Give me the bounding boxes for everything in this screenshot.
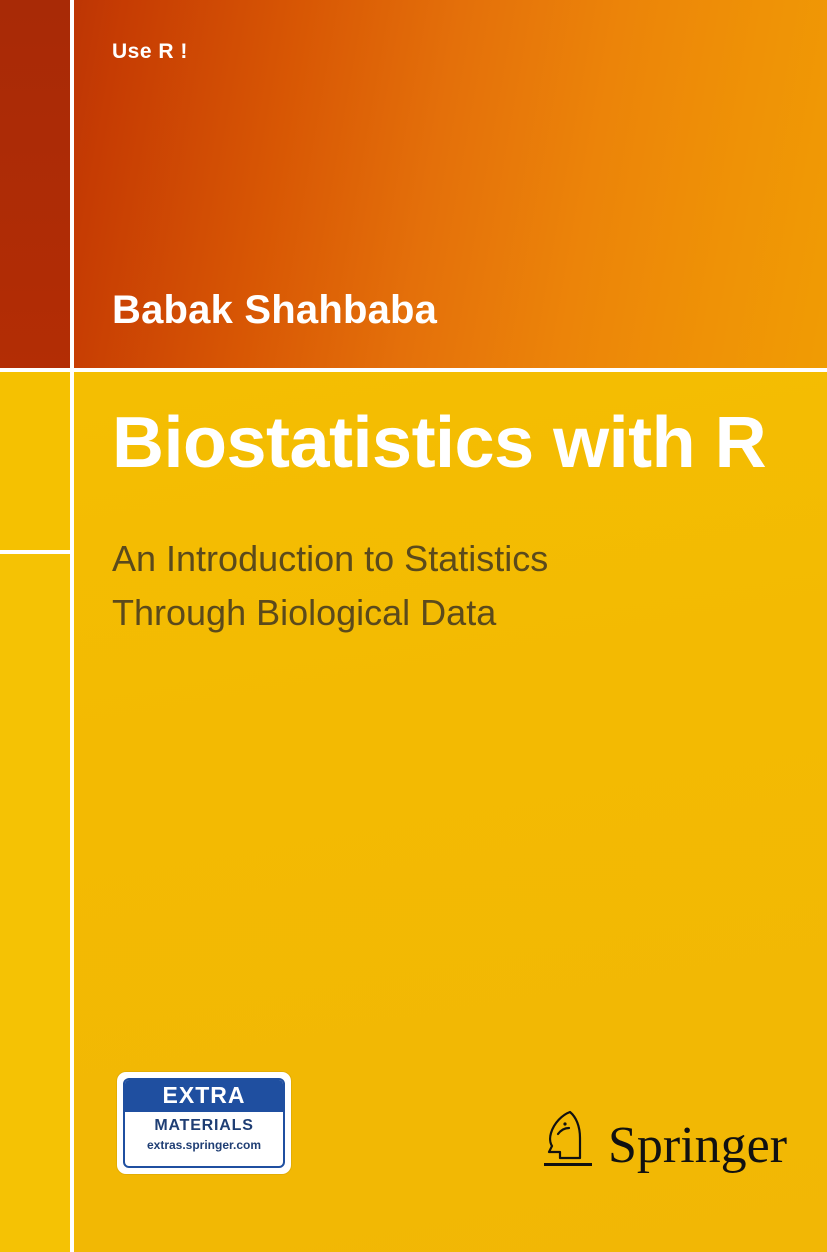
cover-horizontal-rule: [0, 368, 827, 372]
extra-materials-badge-inner: [123, 1078, 285, 1168]
book-subtitle-line-1: An Introduction to Statistics: [112, 538, 549, 579]
extra-materials-url: extras.springer.com: [146, 1138, 262, 1152]
cover-spine-top: [0, 0, 70, 368]
series-label: Use R !: [112, 40, 188, 63]
extra-materials-subtitle: MATERIALS: [154, 1117, 254, 1134]
springer-knight-icon: [540, 1108, 596, 1170]
extra-materials-title: EXTRA: [125, 1080, 283, 1112]
publisher-name: Springer: [608, 1116, 788, 1174]
cover-spine-square: [0, 372, 70, 550]
cover-spine-lower: [0, 554, 70, 1252]
cover-vertical-rule: [70, 0, 74, 1252]
publisher-logo: [540, 1108, 788, 1174]
extra-materials-badge: [117, 1072, 291, 1174]
book-subtitle-line-2: Through Biological Data: [112, 592, 497, 633]
author-name: Babak Shahbaba: [112, 288, 438, 332]
book-subtitle: [112, 532, 752, 640]
book-title: Biostatistics with R: [112, 403, 767, 483]
